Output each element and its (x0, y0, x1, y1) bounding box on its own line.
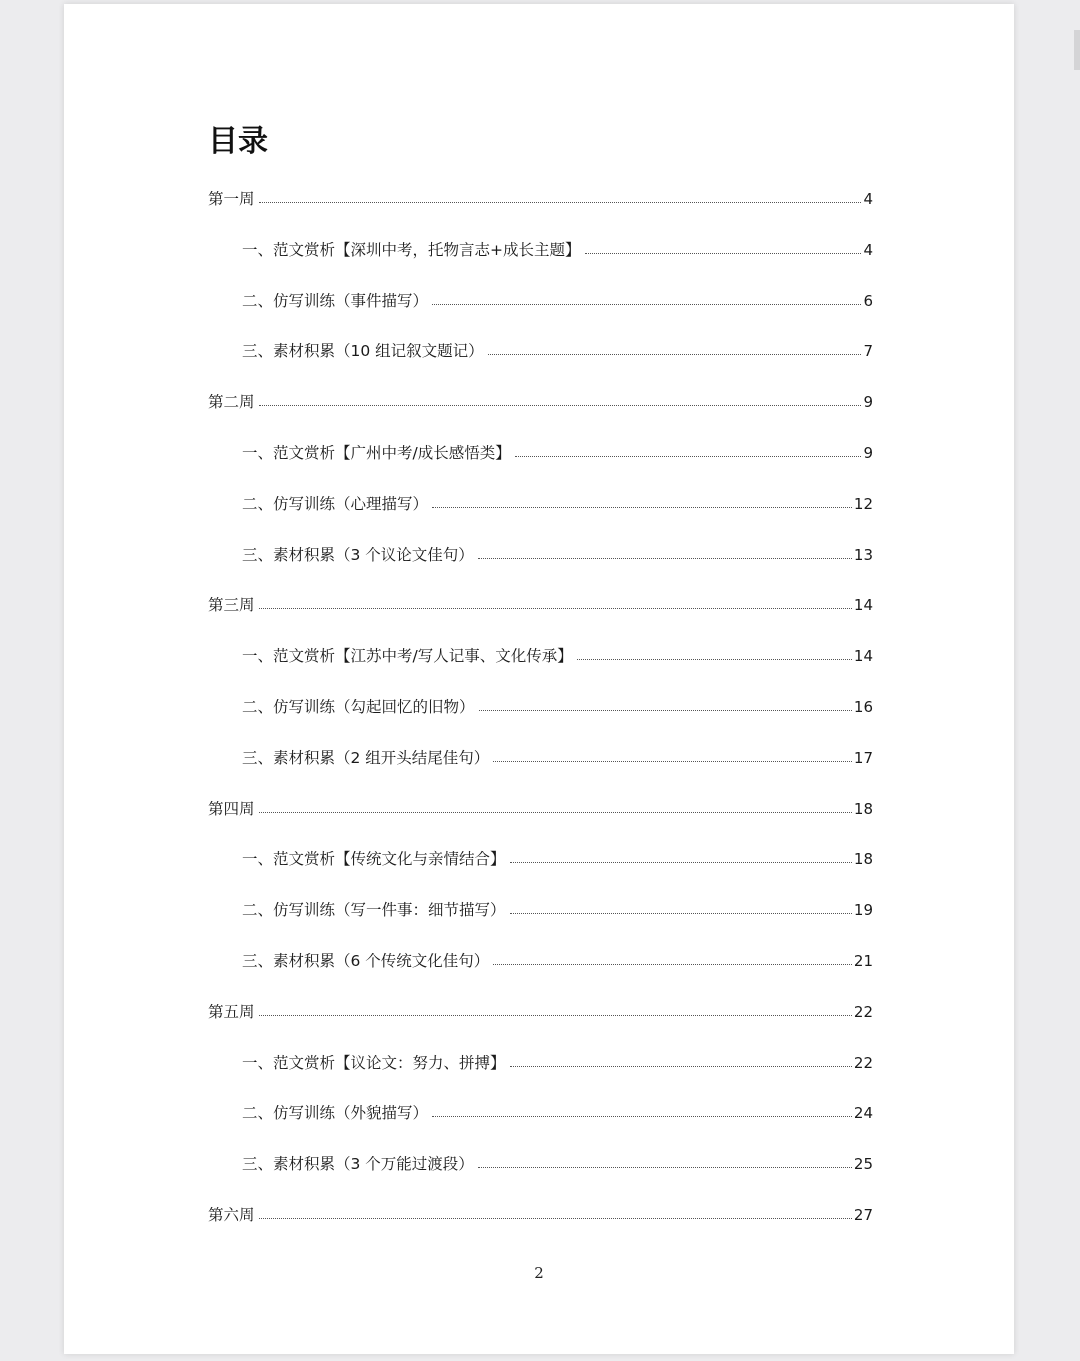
toc-entry-label: 一、范文赏析【议论文：努力、拼搏】 (242, 1053, 506, 1072)
toc-section-entry[interactable] (208, 290, 873, 341)
toc-entry-page: 22 (853, 1002, 873, 1021)
dot-leader (259, 594, 852, 609)
toc-entry-page: 9 (863, 393, 873, 412)
dot-leader (259, 188, 862, 203)
toc-section-entry[interactable] (208, 1102, 873, 1153)
toc-section-entry[interactable] (208, 747, 873, 798)
dot-leader (478, 544, 852, 559)
toc-week-entry[interactable] (208, 798, 873, 849)
toc-week-entry[interactable] (208, 1204, 873, 1255)
toc-entry-page: 25 (853, 1155, 873, 1174)
toc-entry-page: 6 (863, 291, 873, 310)
toc-entry-page: 14 (853, 647, 873, 666)
dot-leader (259, 391, 862, 406)
toc-entry-page: 7 (863, 342, 873, 361)
toc-entry-label: 第一周 (208, 190, 255, 208)
dot-leader (478, 1153, 852, 1168)
toc-entry-label: 二、仿写训练（事件描写） (242, 291, 429, 310)
toc-entry-label: 三、素材积累（3 个万能过渡段） (242, 1155, 474, 1174)
dot-leader (259, 1001, 852, 1016)
toc-week-entry[interactable] (208, 188, 873, 239)
toc-section-entry[interactable] (208, 442, 873, 493)
toc-entry-page: 4 (863, 190, 873, 208)
dot-leader (577, 645, 852, 660)
table-of-contents (208, 188, 873, 1255)
toc-section-entry[interactable] (208, 340, 873, 391)
toc-entry-label: 三、素材积累（6 个传统文化佳句） (242, 951, 490, 970)
toc-week-entry[interactable] (208, 594, 873, 645)
toc-entry-label: 一、范文赏析【深圳中考，托物言志+成长主题】 (242, 240, 581, 259)
toc-section-entry[interactable] (208, 493, 873, 544)
dot-leader (510, 899, 852, 914)
toc-section-entry[interactable] (208, 239, 873, 290)
toc-entry-page: 22 (853, 1053, 873, 1072)
page-number: 2 (534, 1264, 544, 1282)
toc-week-entry[interactable] (208, 1001, 873, 1052)
toc-entry-page: 27 (853, 1205, 873, 1224)
toc-entry-page: 14 (853, 596, 873, 615)
dot-leader (432, 290, 861, 305)
dot-leader (493, 747, 852, 762)
toc-entry-label: 二、仿写训练（心理描写） (242, 494, 429, 513)
toc-entry-label: 三、素材积累（10 组记叙文题记） (242, 342, 484, 361)
toc-week-entry[interactable] (208, 391, 873, 442)
toc-entry-page: 24 (853, 1104, 873, 1123)
toc-entry-label: 第四周 (208, 799, 255, 818)
toc-section-entry[interactable] (208, 848, 873, 899)
dot-leader (479, 696, 852, 711)
toc-entry-label: 三、素材积累（3 个议论文佳句） (242, 545, 474, 564)
toc-section-entry[interactable] (208, 696, 873, 747)
toc-entry-label: 二、仿写训练（写一件事：细节描写） (242, 901, 506, 920)
dot-leader (259, 1204, 852, 1219)
dot-leader (488, 340, 862, 355)
toc-section-entry[interactable] (208, 645, 873, 696)
toc-entry-label: 一、范文赏析【广州中考/成长感悟类】 (242, 443, 511, 462)
toc-section-entry[interactable] (208, 1052, 873, 1103)
toc-entry-label: 二、仿写训练（勾起回忆的旧物） (242, 697, 475, 716)
dot-leader (493, 950, 852, 965)
document-page (64, 4, 1014, 1354)
toc-entry-page: 9 (863, 443, 873, 462)
dot-leader (515, 442, 862, 457)
toc-entry-page: 19 (853, 901, 873, 920)
toc-entry-page: 4 (863, 240, 873, 259)
toc-entry-label: 一、范文赏析【传统文化与亲情结合】 (242, 850, 506, 869)
toc-section-entry[interactable] (208, 899, 873, 950)
toc-entry-page: 17 (853, 748, 873, 767)
toc-entry-label: 第三周 (208, 596, 255, 615)
toc-section-entry[interactable] (208, 544, 873, 595)
toc-entry-page: 18 (853, 799, 873, 818)
toc-entry-page: 12 (853, 494, 873, 513)
toc-entry-label: 第二周 (208, 393, 255, 412)
toc-section-entry[interactable] (208, 1153, 873, 1204)
dot-leader (585, 239, 862, 254)
toc-entry-page: 21 (853, 951, 873, 970)
toc-entry-label: 第六周 (208, 1205, 255, 1224)
toc-entry-label: 第五周 (208, 1002, 255, 1021)
dot-leader (510, 848, 852, 863)
toc-entry-page: 13 (853, 545, 873, 564)
toc-entry-label: 三、素材积累（2 组开头结尾佳句） (242, 748, 490, 767)
adjacent-page-edge (1074, 30, 1080, 70)
toc-entry-label: 一、范文赏析【江苏中考/写人记事、文化传承】 (242, 647, 573, 666)
toc-entry-page: 18 (853, 850, 873, 869)
dot-leader (432, 1102, 852, 1117)
dot-leader (259, 798, 852, 813)
toc-section-entry[interactable] (208, 950, 873, 1001)
toc-entry-label: 二、仿写训练（外貌描写） (242, 1104, 429, 1123)
dot-leader (432, 493, 852, 508)
dot-leader (510, 1052, 852, 1067)
toc-title: 目录 (208, 124, 268, 159)
toc-entry-page: 16 (853, 697, 873, 716)
